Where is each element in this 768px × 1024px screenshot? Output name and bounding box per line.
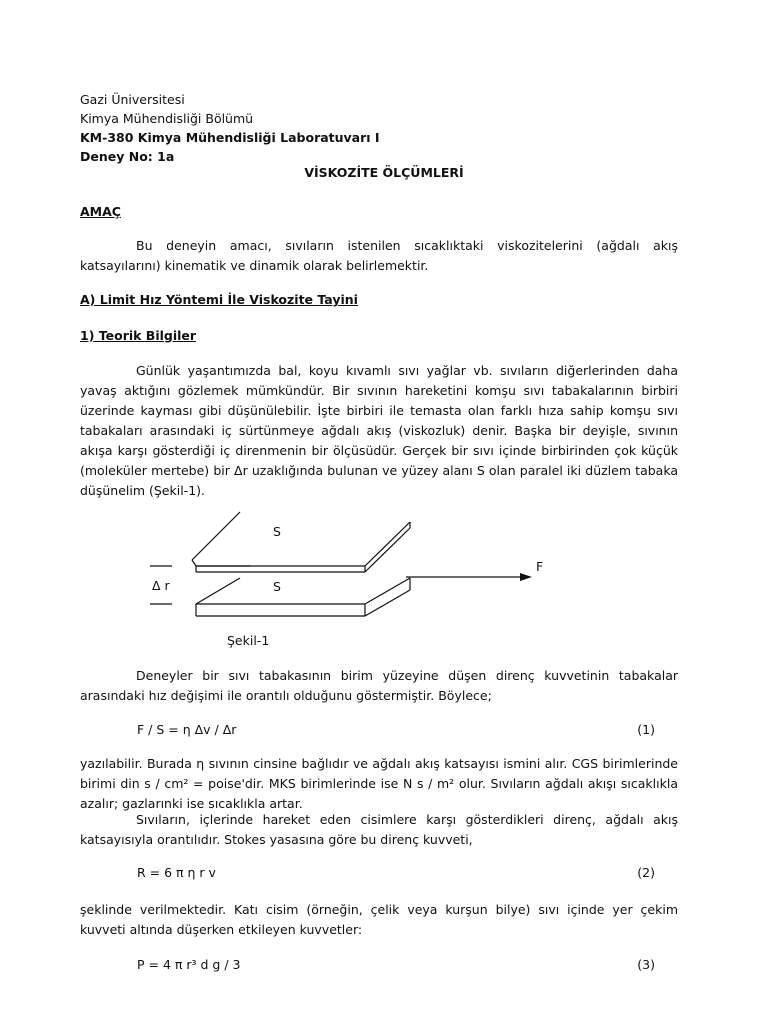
theory-paragraph (80, 361, 678, 501)
course-name: KM-380 Kimya Mühendisliği Laboratuvarı I (80, 130, 380, 145)
section-a-heading: A) Limit Hız Yöntemi İle Viskozite Tayini (80, 292, 358, 307)
paragraph-2-text: Deneyler bir sıvı tabakasının birim yüzeyine düşen direnç kuvvetinin tabakalar arasındaki hız değişimi ile orantılı olduğunu göstermiştir. Böylece; (80, 668, 678, 703)
bottom-plate (196, 578, 410, 616)
section-1-heading: 1) Teorik Bilgiler (80, 328, 197, 343)
paragraph-5-text: şeklinde verilmektedir. Katı cisim (örneğin, çelik veya kurşun bilye) sıvı içinde yer çekim kuvveti altında düşerken etkileyen kuvvetler: (80, 902, 678, 937)
aim-paragraph (80, 236, 678, 276)
paragraph-4 (80, 810, 678, 850)
force-arrow (406, 573, 532, 581)
equation-2: R = 6 π η r v (137, 865, 216, 880)
gap-label: Δ r (152, 578, 170, 593)
aim-text: Bu deneyin amacı, sıvıların istenilen sıcaklıktaki viskozitelerini (ağdalı akış katsayılarını) kinematik ve dinamik olarak belirlemektir. (80, 238, 678, 273)
paragraph-2 (80, 666, 678, 706)
paragraph-3-text: yazılabilir. Burada η sıvının cinsine bağlıdır ve ağdalı akış katsayısı ismini alır. CGS birimlerinde birimi din s / cm² = poise'dir. MKS birimlerinde ise N s / m² olur. Sıvıların ağdalı akışı sıcaklıkla azalır; gazlarınki ise sıcaklıkla artar. (80, 756, 678, 811)
equation-1: F / S = η Δv / Δr (137, 722, 237, 737)
equation-1-number: (1) (637, 722, 655, 737)
paragraph-3 (80, 754, 678, 814)
paragraph-4-text: Sıvıların, içlerinde hareket eden cisimlere karşı gösterdikleri direnç, ağdalı akış katsayısıyla orantılıdır. Stokes yasasına göre bu direnç kuvveti, (80, 812, 678, 847)
university-name: Gazi Üniversitesi (80, 92, 185, 107)
figure-parallel-plates (140, 500, 560, 660)
paragraph-5 (80, 900, 678, 940)
equation-3: P = 4 π r³ d g / 3 (137, 957, 241, 972)
equation-3-number: (3) (637, 957, 655, 972)
document-title: VİSKOZİTE ÖLÇÜMLERİ (304, 165, 464, 180)
force-label: F (536, 559, 544, 574)
top-plate (192, 512, 410, 572)
experiment-number: Deney No: 1a (80, 149, 175, 164)
theory-text: Günlük yaşantımızda bal, koyu kıvamlı sıvı yağlar vb. sıvıların diğerlerinden daha yavaş aktığını gözlemek mümkündür. Bir sıvının hareketini komşu sıvı tabakalarının birbiri üzerinde kayması gibi düşünülebilir. İşte birbiri ile temasta olan farklı hıza sahip komşu sıvı tabakaları arasındaki iç sürtünmeye ağdalı akış (viskozluk) denir. Başka bir deyişle, sıvının akışa karşı gösterdiği iç direnmenin bir ölçüsüdür. Gerçek bir sıvı içinde birbirinden çok küçük (moleküler mertebe) bir Δr uzaklığında bulunan ve yüzey alanı S olan paralel iki düzlem tabaka düşünelim (Şekil-1). (80, 363, 678, 498)
top-plate-label: S (273, 524, 281, 539)
figure-caption: Şekil-1 (227, 633, 270, 648)
equation-2-number: (2) (637, 865, 655, 880)
bottom-plate-label: S (273, 579, 281, 594)
aim-heading: AMAÇ (80, 204, 121, 219)
department-name: Kimya Mühendisliği Bölümü (80, 111, 254, 126)
